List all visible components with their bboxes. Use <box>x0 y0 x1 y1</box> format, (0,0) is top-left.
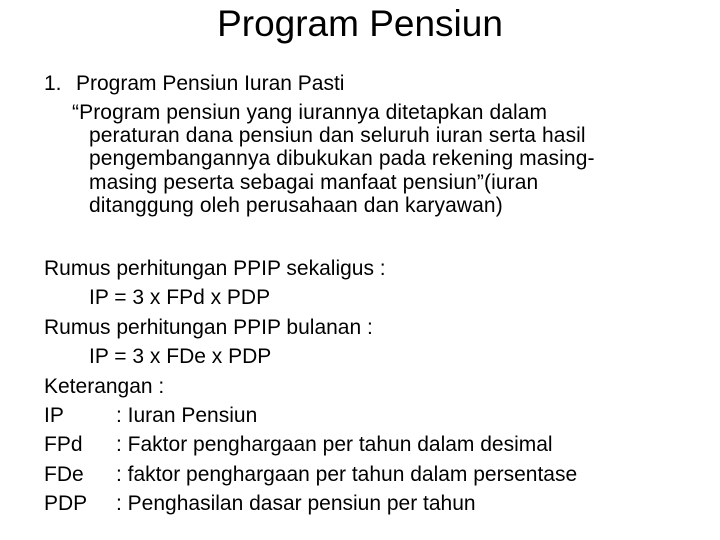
legend-key: IP <box>44 404 64 428</box>
legend-row-pdp <box>44 489 577 518</box>
quote-line: pengembangannya dibukukan pada rekening masing- <box>89 147 595 171</box>
formula-heading-monthly: Rumus perhitungan PPIP bulanan : <box>44 315 373 339</box>
legend-desc: : faktor penghargaan per tahun dalam persentase <box>116 462 578 486</box>
quote-line: peraturan dana pensiun dan seluruh iuran serta hasil <box>89 124 586 148</box>
list-item-label: Program Pensiun Iuran Pasti <box>76 72 345 95</box>
formula-monthly: IP = 3 x FDe x PDP <box>89 345 272 369</box>
list-number: 1. <box>44 72 62 95</box>
legend-key: FDe <box>44 462 84 486</box>
slide-title: Program Pensiun <box>217 3 503 44</box>
legend-row-fde <box>44 460 577 489</box>
legend-row-fpd <box>44 430 577 459</box>
list-item-program-iuran-pasti <box>44 70 344 98</box>
formula-lump-sum: IP = 3 x FPd x PDP <box>89 286 271 310</box>
formula-section <box>44 254 577 519</box>
legend-desc: : Iuran Pensiun <box>116 404 258 428</box>
legend-desc: : Faktor penghargaan per tahun dalam desimal <box>116 433 553 457</box>
legend-desc: : Penghasilan dasar pensiun per tahun <box>116 492 476 516</box>
legend-key: FPd <box>44 433 83 457</box>
legend-row-ip <box>44 401 577 430</box>
quote-line: ditanggung oleh perusahaan dan karyawan) <box>89 193 503 217</box>
definition-quote <box>72 101 595 217</box>
quote-line: “Program pensiun yang iurannya ditetapkan dalam <box>72 101 548 124</box>
legend-key: PDP <box>44 492 88 516</box>
legend-heading: Keterangan : <box>44 374 165 398</box>
quote-line: masing peserta sebagai manfaat pensiun”(iuran <box>89 170 539 194</box>
formula-heading-lump-sum: Rumus perhitungan PPIP sekaligus : <box>44 257 386 280</box>
